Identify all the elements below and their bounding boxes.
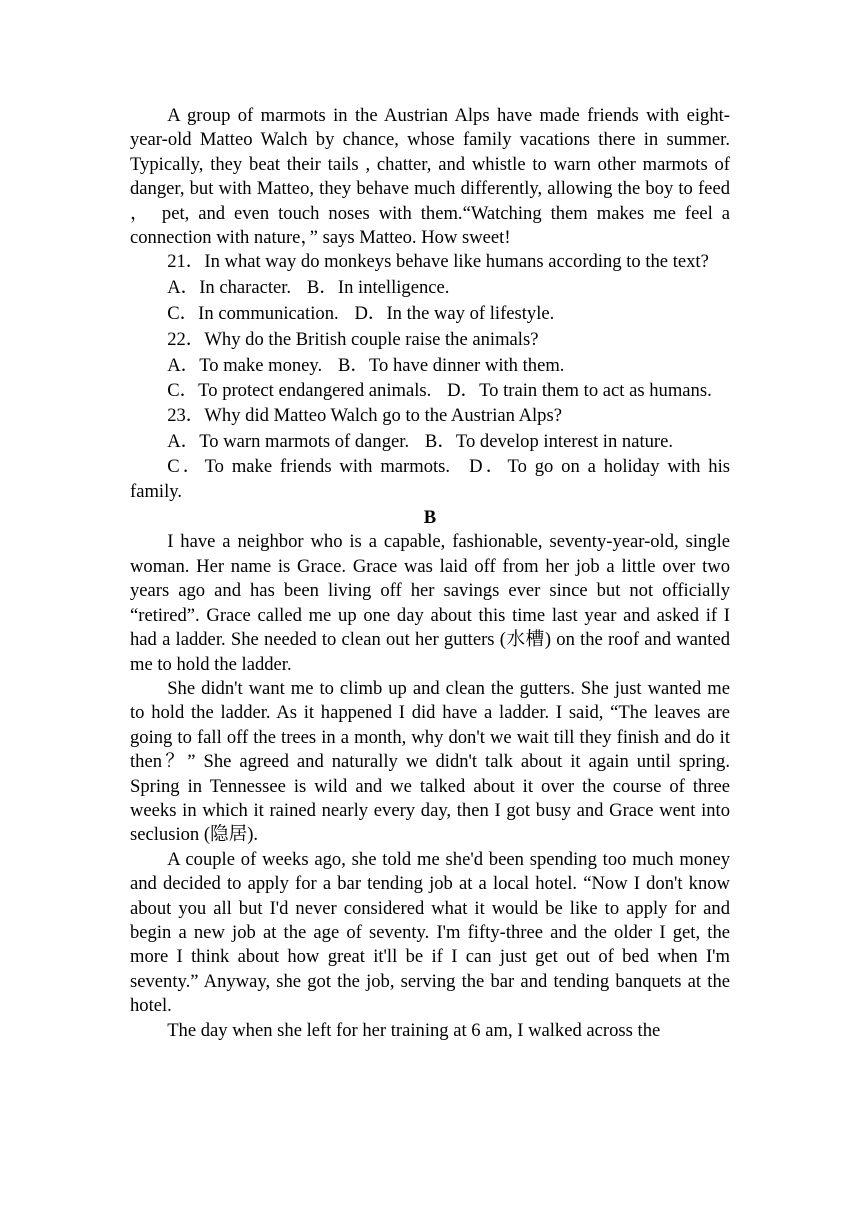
- option-b[interactable]: B．To have dinner with them.: [338, 354, 565, 376]
- question-stem: 21．In what way do monkeys behave like humans according to the text?: [167, 251, 709, 273]
- section-heading: B: [423, 507, 437, 529]
- option-a[interactable]: A．In character.: [167, 276, 292, 298]
- option-row: [130, 301, 730, 327]
- option-d[interactable]: D．To train them to act as humans.: [447, 379, 712, 401]
- option-row: [130, 455, 730, 504]
- question-stem: 23．Why did Matteo Walch go to the Austrian Alps?: [167, 405, 562, 427]
- option-row: [130, 275, 730, 301]
- option-c[interactable]: C．In communication.: [167, 302, 339, 324]
- question-23: [130, 403, 730, 504]
- question-22: [130, 327, 730, 403]
- option-b[interactable]: B．To develop interest in nature.: [424, 431, 674, 453]
- question-21: [130, 250, 730, 326]
- passage-a-paragraph: A group of marmots in the Austrian Alps have made friends with eight-year-old Matteo Walch by chance, whose family vacations there in summer. Typically, they beat their tails , chatter, and whistle to warn other marmots of danger, but with Matteo, they behave much differently, allowing the boy to feed ， pet, and even touch noses with them.“Watching them makes me feel a connection with nature，” says Matteo. How sweet!: [130, 105, 730, 249]
- document-page: [130, 104, 730, 1043]
- question-stem: 22．Why do the British couple raise the animals?: [167, 328, 539, 350]
- passage-b-paragraph-3: A couple of weeks ago, she told me she'd been spending too much money and decided to apply for a bar tending job at a local hotel. “Now I don't know about you all but I'd never considered what it would be like to apply for and begin a new job at the age of seventy. I'm fifty-three and the older I get, the more I think about how great it'll be if I can just get out of bed when I'm seventy.” Anyway, she got the job, serving the bar and tending banquets at the hotel.: [130, 848, 730, 1017]
- option-row: [130, 379, 730, 403]
- option-d[interactable]: D．In the way of lifestyle.: [354, 302, 555, 324]
- option-d[interactable]: D．To go on a holiday with his family.: [130, 456, 730, 502]
- option-a[interactable]: A．To make money.: [167, 354, 323, 376]
- passage-b-paragraph-2: She didn't want me to climb up and clean the gutters. She just wanted me to hold the ladder. As it happened I did have a ladder. I said, “The leaves are going to fall off the trees in a month, why don't we wait till they finish and do it then？” She agreed and naturally we didn't talk about it again until spring. Spring in Tennessee is wild and we talked about it over the course of three weeks in which it rained nearly every day, then I got busy and Grace went into seclusion (隐居).: [130, 677, 730, 846]
- option-row: [130, 353, 730, 379]
- option-a[interactable]: A．To warn marmots of danger.: [167, 431, 410, 453]
- passage-b-paragraph-4: The day when she left for her training at 6 am, I walked across the: [167, 1019, 661, 1041]
- passage-b-paragraph-1: I have a neighbor who is a capable, fashionable, seventy-year-old, single woman. Her name is Grace. Grace was laid off from her job a little over two years ago and has been living off her savings ever since but not officially “retired”. Grace called me up one day about this time last year and asked if I had a ladder. She needed to clean out her gutters (水槽) on the roof and wanted me to hold the ladder.: [130, 531, 730, 675]
- option-c[interactable]: C．To make friends with marmots.: [167, 456, 451, 478]
- option-row: [130, 429, 730, 455]
- option-c[interactable]: C．To protect endangered animals.: [167, 379, 432, 401]
- option-b[interactable]: B．In intelligence.: [306, 276, 450, 298]
